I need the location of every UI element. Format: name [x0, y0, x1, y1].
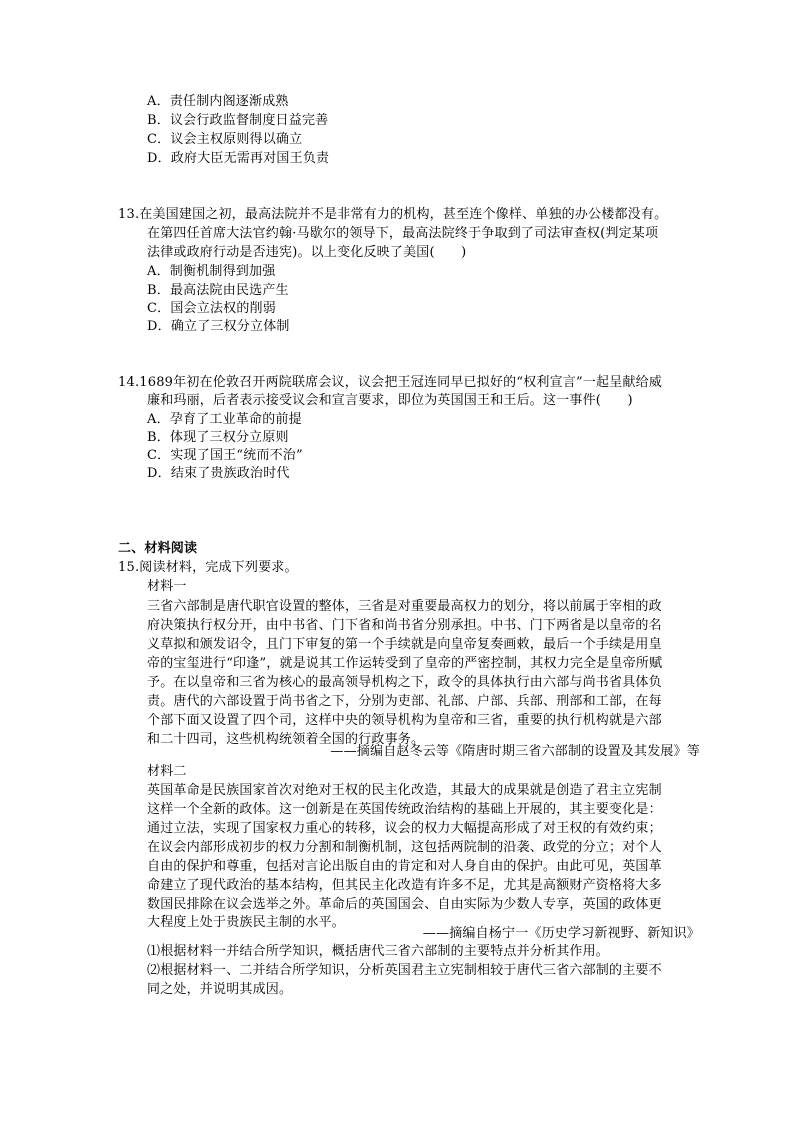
material-2-line: 通过立法，实现了国家权力重心的转移，议会的权力大幅提高形成了对王权的有效约束；: [147, 821, 662, 836]
material-1-title: 材料一: [147, 579, 187, 594]
material-2-title: 材料二: [147, 764, 187, 779]
material-1-source: ——摘编自赵冬云等《隋唐时期三省六部制的设置及其发展》等: [330, 744, 700, 759]
material-2-line: 这样一个全新的政体。这一创新是在英国传统政治结构的基础上开展的，其主要变化是：: [147, 802, 662, 817]
q15-requirement-1: ⑴根据材料一并结合所学知识，概括唐代三省六部制的主要特点并分析其作用。: [147, 944, 610, 959]
material-1-line: 三省六部制是唐代职官设置的整体，三省是对重要最高权力的划分，将以前属于宰相的政: [147, 599, 662, 614]
material-1-line: 责。唐代的六部设置于尚书省之下，分别为吏部、礼部、户部、兵部、刑部和工部，在每: [147, 694, 662, 709]
q12-option-c: C．议会主权原则得以确立: [147, 132, 303, 147]
material-1-line: 义草拟和颁发诏令，且门下审复的第一个手续就是向皇帝复奏画敕，最后一个手续是用皇: [147, 637, 662, 652]
q15-requirement-2: 同之处，并说明其成因。: [147, 982, 293, 997]
material-2-line: 命建立了现代政治的基本结构，但其民主化改造有许多不足，尤其是高额财产资格将大多: [147, 878, 662, 893]
q12-option-d: D．政府大臣无需再对国王负责: [147, 151, 330, 166]
q13-option-a: A．制衡机制得到加强: [147, 264, 276, 279]
material-2-line: 在议会内部形成初步的权力分割和制衡机制，这包括两院制的沿袭、政党的分立；对个人: [147, 840, 662, 855]
q14-option-c: C．实现了国王“统而不治”: [147, 448, 303, 463]
q14-option-d: D．结束了贵族政治时代: [147, 466, 290, 481]
q15-requirement-2: ⑵根据材料一、二并结合所学知识，分析英国君主立宪制相较于唐代三省六部制的主要不: [147, 963, 662, 978]
q13-option-d: D．确立了三权分立体制: [147, 319, 290, 334]
q13-stem-line: 在第四任首席大法官约翰·马歇尔的领导下，最高法院终于争取到了司法审查权(判定某项: [147, 226, 659, 241]
q15-stem: 15.阅读材料，完成下列要求。: [118, 560, 298, 575]
section-heading: 二、材料阅读: [118, 541, 198, 556]
q13-stem-line: 法律或政府行动是否违宪)。以上变化反映了美国( ): [147, 245, 467, 260]
material-1-line: 帝的宝玺进行“印逢”，就是说其工作运转受到了皇帝的严密控制，其权力完全是皇帝所赋: [147, 656, 663, 671]
material-1-line: 府决策执行权分开，由中书省、门下省和尚书省分别承担。中书、门下两省是以皇帝的名: [147, 618, 662, 633]
q13-option-b: B．最高法院由民选产生: [147, 283, 289, 298]
material-2-line: 大程度上处于贵族民主制的水平。: [147, 915, 346, 930]
material-1-line: 和二十四司，这些机构统领着全国的行政事务。: [147, 732, 425, 747]
q12-option-b: B．议会行政监督制度日益完善: [147, 113, 329, 128]
q14-stem-line: 廉和玛丽，后者表示接受议会和宣言要求，即位为英国国王和王后。这一事件( ): [147, 393, 633, 408]
material-2-line: 自由的保护和尊重，包括对言论出版自由的肯定和对人身自由的保护。由此可见，英国革: [147, 859, 662, 874]
material-2-source: ——摘编自杨宁一《历史学习新视野、新知识》: [422, 926, 700, 941]
q14-option-a: A．孕育了工业革命的前提: [147, 412, 302, 427]
material-2-line: 数国民排除在议会选举之外。革命后的英国国会、自由实际为少数人专享，英国的政体更: [147, 897, 662, 912]
material-1-line: 予。在以皇帝和三省为核心的最高领导机构之下，政令的具体执行由六部与尚书省具体负: [147, 675, 662, 690]
q14-option-b: B．体现了三权分立原则: [147, 430, 289, 445]
material-2-line: 英国革命是民族国家首次对绝对王权的民主化改造，其最大的成果就是创造了君主立宪制: [147, 783, 662, 798]
material-1-line: 个部下面又设置了四个司，这样中央的领导机构为皇帝和三省，重要的执行机构就是六部: [147, 713, 662, 728]
q13-option-c: C．国会立法权的削弱: [147, 301, 276, 316]
q13-stem-line: 13.在美国建国之初，最高法院并不是非常有力的机构，甚至连个像样、单独的办公楼都没有。: [118, 207, 668, 222]
q12-option-a: A．责任制内阁逐渐成熟: [147, 94, 289, 109]
q14-stem-line: 14.1689年初在伦敦召开两院联席会议，议会把王冠连同早已拟好的“权利宣言”一起呈献给威: [118, 375, 663, 390]
